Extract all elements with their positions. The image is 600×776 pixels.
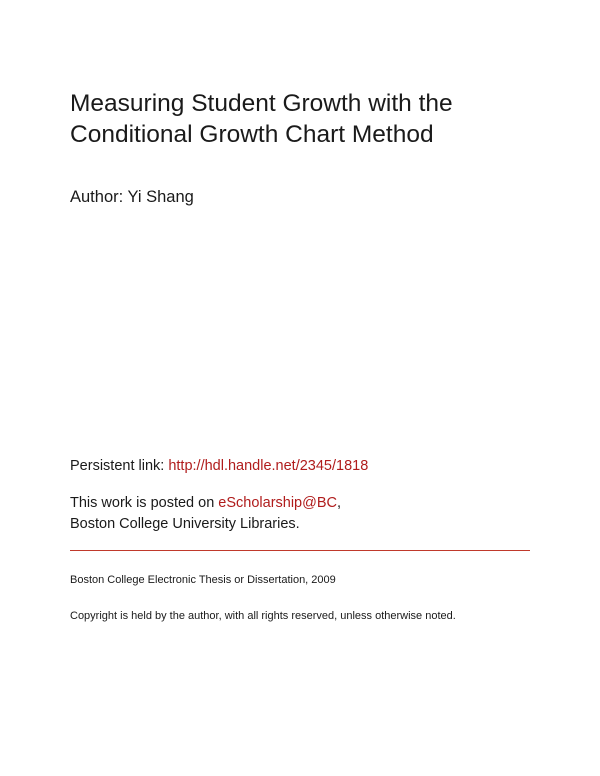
posted-prefix: This work is posted on [70,495,219,511]
posted-suffix: , [337,495,342,511]
posted-notice [70,493,341,535]
persistent-link-label: Persistent link: [70,458,169,474]
posted-line-2: Boston College University Libraries. [70,516,300,532]
posted-line-1 [70,493,341,514]
copyright-note: Copyright is held by the author, with all rights reserved, unless otherwise noted. [70,610,456,622]
title-line-2: Conditional Growth Chart Method [70,121,434,148]
title-line-1: Measuring Student Growth with the [70,90,453,117]
divider-rule [70,550,530,551]
persistent-link[interactable]: http://hdl.handle.net/2345/1818 [168,458,369,474]
persistent-link-line [70,456,368,476]
escholarship-link[interactable]: eScholarship@BC [218,495,337,511]
document-title [70,88,540,150]
thesis-note: Boston College Electronic Thesis or Dissertation, 2009 [70,574,336,586]
author-line: Author: Yi Shang [70,188,194,206]
